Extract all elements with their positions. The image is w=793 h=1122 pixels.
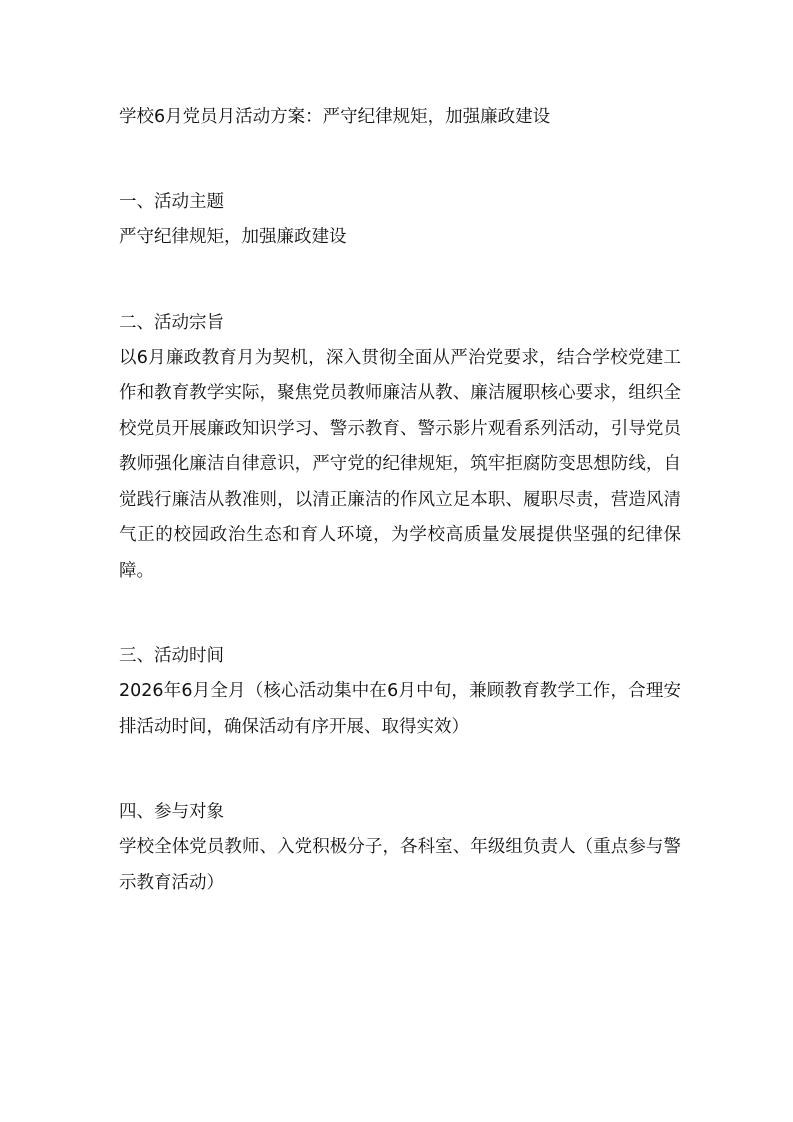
section-purpose (119, 306, 681, 590)
section-heading: 四、参与对象 (119, 802, 224, 822)
spacer (119, 745, 681, 795)
section-heading: 三、活动时间 (119, 646, 224, 666)
spacer (119, 256, 681, 306)
section-body: 严守纪律规矩，加强廉政建设 (119, 227, 347, 247)
document-body (119, 100, 681, 901)
section-body: 学校全体党员教师、入党积极分子，各科室、年级组负责人（重点参与警示教育活动） (119, 837, 681, 893)
section-heading: 一、活动主题 (119, 192, 224, 212)
section-participants (119, 795, 681, 901)
section-body: 2026年6月全月（核心活动集中在6月中旬，兼顾教育教学工作，合理安排活动时间，确保活动有序开展、取得实效） (119, 681, 681, 737)
document-title: 学校6月党员月活动方案：严守纪律规矩，加强廉政建设 (119, 107, 551, 127)
section-heading: 二、活动宗旨 (119, 312, 224, 333)
spacer (119, 589, 681, 639)
section-body: 以6月廉政教育月为契机，深入贯彻全面从严治党要求，结合学校党建工作和教育教学实际，聚焦党员教师廉洁从教、廉洁履职核心要求，组织全校党员开展廉政知识学习、警示教育、警示影片观看系列活动，引导党员教师强化廉洁自律意识，严守党的纪律规矩，筑牢拒腐防变思想防线，自觉践行廉洁从教准则，以清正廉洁的作风立足本职、履职尽责，营造风清气正的校园政治生态和育人环境，为学校高质量发展提供坚强的纪律保障。 (119, 347, 681, 581)
spacer (119, 135, 681, 185)
section-time (119, 639, 681, 745)
section-theme (119, 185, 681, 256)
